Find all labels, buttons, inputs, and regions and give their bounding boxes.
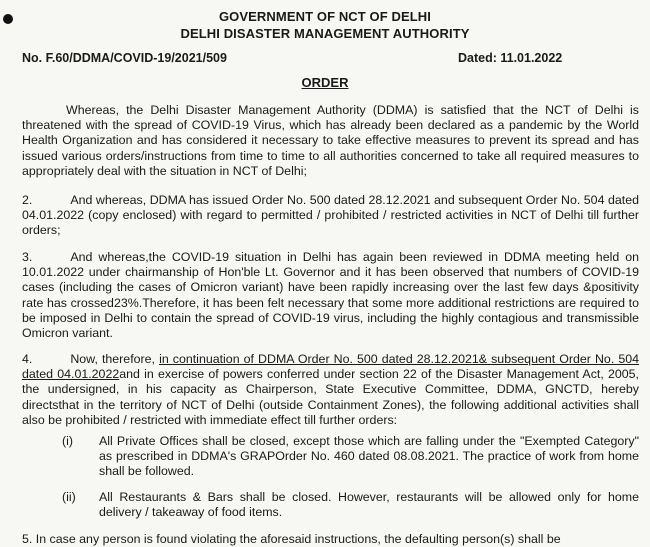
paragraph-4-reference: in continuation of DDMA Order No. 500 dated 28.12.2021& subsequent Order No. 504 dated 04.01.2022 [22, 352, 639, 382]
paragraph-4 [22, 352, 639, 428]
paragraph-4-text: and in exercise of powers conferred under section 22 of the Disaster Management Act, 2005, the undersigned, in his capacity as Chairperson, State Executive Committee, DDMA, GNCTD, hereby directsthat in the territory of NCT of Delhi (outside Containment Zones), the following additional activities shall also be prohibited / restricted with immediate effect till further orders: [22, 367, 639, 427]
list-item-text: All Restaurants & Bars shall be closed. However, restaurants will be allowed only for home delivery / takeaway of food items. [99, 490, 639, 520]
header-authority: DELHI DISASTER MANAGEMENT AUTHORITY [180, 26, 470, 41]
header-government: GOVERNMENT OF NCT OF DELHI [218, 9, 432, 24]
paragraph-1-text: Whereas, the Delhi Disaster Management Authority (DDMA) is satisfied that the NCT of Delhi is threatened with the spread of COVID-19 Virus, which has already been declared as a pandemic by the World Health Organization and has considered it necessary to take effective measures to prevent its spread and has issued various orders/instructions from time to time to all authorities concerned to take all required measures to appropriately deal with the situation in NCT of Delhi; [22, 103, 639, 178]
paragraph-4-number: 4. [22, 352, 33, 366]
paragraph-2-number: 2. [22, 193, 33, 207]
order-number: No. F.60/DDMA/COVID-19/2021/509 [22, 51, 227, 65]
paragraph-1 [22, 103, 639, 179]
paragraph-3-number: 3. [22, 250, 33, 264]
paragraph-4-lead: Now, therefore, [70, 352, 155, 366]
paragraph-3 [22, 250, 639, 341]
paragraph-2-text: And whereas, DDMA has issued Order No. 500 dated 28.12.2021 and subsequent Order No. 504 dated 04.01.2022 (copy enclosed) with regard to permitted / prohibited / restricted activities in NCT of Delhi till further orders; [22, 193, 639, 238]
paragraph-3-text: And whereas,the COVID-19 situation in Delhi has again been reviewed in DDMA meeting held on 10.01.2022 under chairmanship of Hon'ble Lt. Governor and it has been observed that numbers of COVID-19 cases (including the cases of Omicron variant) have been rapidly increasing over the last few days &positivity rate has crossed23%.Therefore, it has been felt necessary that some more additional restrictions are required to be imposed in Delhi to contain the spread of COVID-19 virus, including the highly contagious and transmissible Omicron variant. [22, 250, 639, 341]
list-item-text: All Private Offices shall be closed, except those which are falling under the "Exempted Category" as prescribed in DDMA's GRAPOrder No. 460 dated 08.08.2021. The practice of work from home shall be followed. [99, 434, 639, 479]
list-item-number: (ii) [62, 490, 76, 504]
paragraph-5-cutoff: 5. In case any person is found violating the aforesaid instructions, the defaulting person(s) shall be [22, 532, 561, 546]
paragraph-2 [22, 193, 639, 239]
order-title: ORDER [301, 75, 349, 90]
order-date: Dated: 11.01.2022 [458, 51, 563, 65]
list-item-number: (i) [62, 434, 74, 448]
